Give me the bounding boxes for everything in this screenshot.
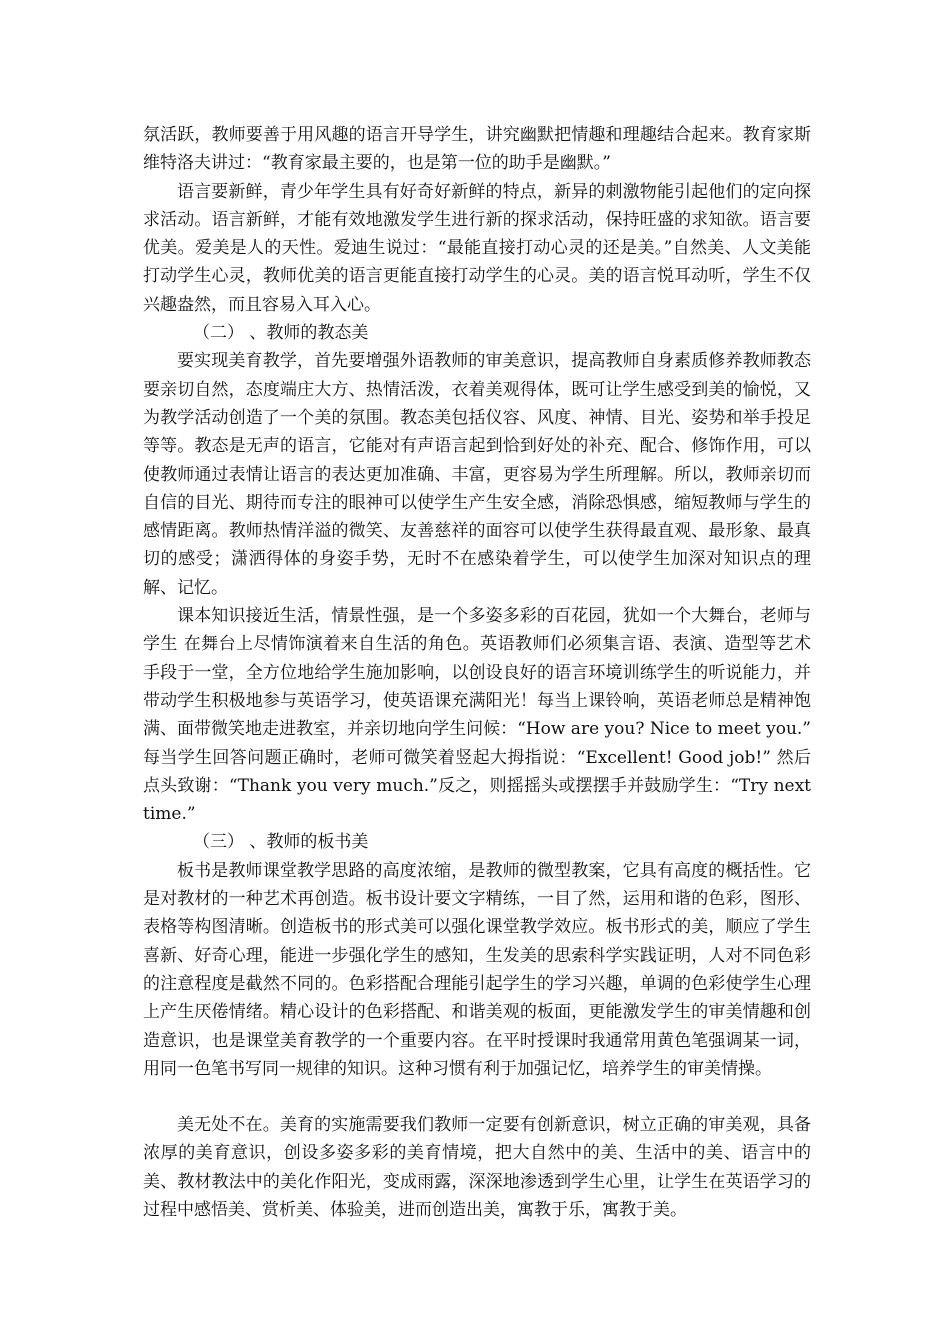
paragraph-stage: 课本知识接近生活，情景性强，是一个多姿多彩的百花园，犹如一个大舞台，老师与学生 在舞台上尽情饰演着来自生活的角色。英语教师们必须集言语、表演、造型等艺术手段于一堂，全方位地给学生施加影响，以创设良好的语言环境训练学生的听说能力，并带动学生积极地参与英语学习，使英语课充满阳光！每当上课铃响，英语老师总是精神饱满、面带微笑地走进教室，并亲切地向学生问候：“How are you? Nice to meet you.” 每当学生回答问题正确时，老师可微笑着竖起大拇指说：“Excellent! Good job!” 然后点头致谢：“Thank you very much.”反之，则摇摇头或摆摆手并鼓励学生：“Try next time.” (143, 606, 811, 825)
paragraph-demeanor: 要实现美育教学，首先要增强外语教师的审美意识，提高教师自身素质修养教师教态要亲切自然，态度端庄大方、热情活泼，衣着美观得体，既可让学生感受到美的愉悦，又为教学活动创造了一个美的氛围。教态美包括仪容、风度、神情、目光、姿势和举手投足等等。教态是无声的语言，它能对有声语言起到恰到好处的补充、配合、修饰作用，可以使教师通过表情让语言的表达更加准确、丰富，更容易为学生所理解。所以，教师亲切而自信的目光、期待而专注的眼神可以使学生产生安全感，消除恐惧感，缩短教师与学生的感情距离。教师热情洋溢的微笑、友善慈祥的面容可以使学生获得最直观、最形象、最真切的感受；潇洒得体的身姿手势，无时不在感染着学生，可以使学生加深对知识点的理解、记忆。 (143, 351, 811, 598)
document-body (143, 121, 811, 1224)
paragraph-fresh-language: 语言要新鲜，青少年学生具有好奇好新鲜的特点，新异的刺激物能引起他们的定向探求活动。语言新鲜，才能有效地激发学生进行新的探求活动，保持旺盛的求知欲。语言要优美。爱美是人的天性。爱迪生说过：“最能直接打动心灵的还是美。”自然美、人文美能打动学生心灵，教师优美的语言更能直接打动学生的心灵。美的语言悦耳动听，学生不仅兴趣盎然，而且容易入耳入心。 (143, 181, 811, 315)
section-heading-blackboard: （三） 、教师的板书美 (193, 832, 369, 853)
paragraph-humor: 氛活跃，教师要善于用风趣的语言开导学生，讲究幽默把情趣和理趣结合起来。教育家斯维特洛夫讲过：“教育家最主要的，也是第一位的助手是幽默。” (143, 125, 811, 174)
paragraph-conclusion: 美无处不在。美育的实施需要我们教师一定要有创新意识，树立正确的审美观，具备浓厚的美育意识，创设多姿多彩的美育情境，把大自然中的美、生活中的美、语言中的美、教材教法中的美化作阳光，变成雨露，深深地渗透到学生心里，让学生在英语学习的过程中感悟美、赏析美、体验美，进而创造出美，寓教于乐，寓教于美。 (143, 1115, 811, 1220)
paragraph-blackboard: 板书是教师课堂教学思路的高度浓缩，是教师的微型教案，它具有高度的概括性。它是对教材的一种艺术再创造。板书设计要文字精练，一目了然，运用和谐的色彩，图形、表格等构图清晰。创造板书的形式美可以强化课堂教学效应。板书形式的美，顺应了学生喜新、好奇心理，能进一步强化学生的感知，生发美的思索科学实践证明，人对不同色彩的注意程度是截然不同的。色彩搭配合理能引起学生的学习兴趣，单调的色彩使学生心理上产生厌倦情绪。精心设计的色彩搭配、和谐美观的板面，更能激发学生的审美情趣和创造意识，也是课堂美育教学的一个重要内容。在平时授课时我通常用黄色笔强调某一词，用同一色笔书写同一规律的知识。这种习惯有利于加强记忆，培养学生的审美情操。 (143, 860, 811, 1079)
section-heading-demeanor: （二） 、教师的教态美 (193, 323, 369, 344)
